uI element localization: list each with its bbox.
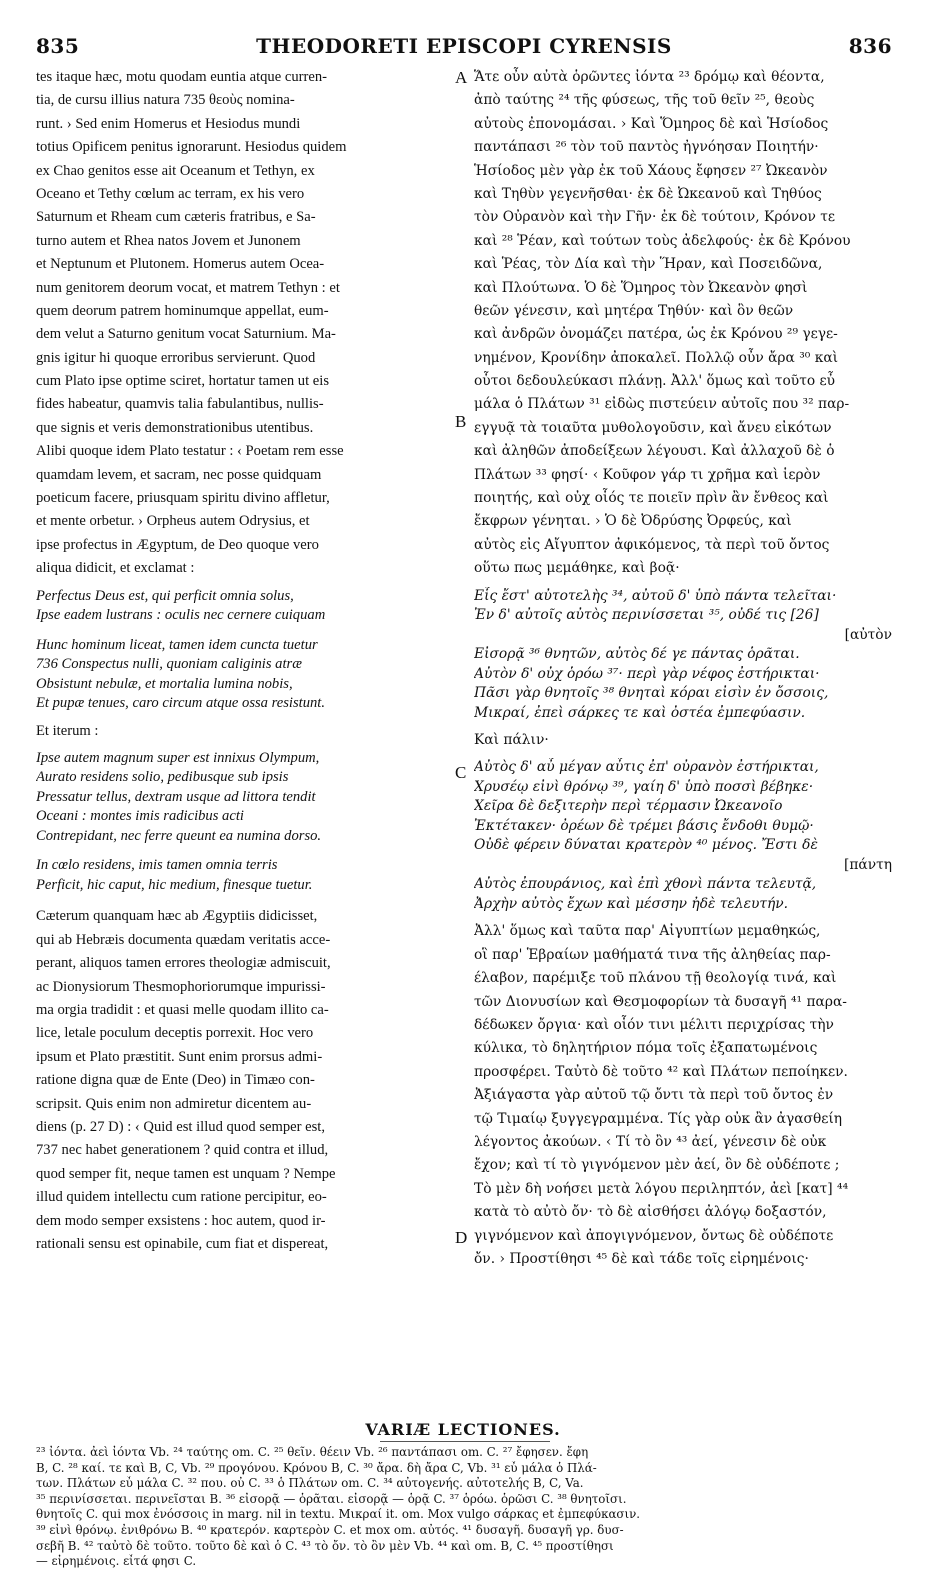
latin-verse-4 xyxy=(36,856,450,895)
latin-line: dem modo semper exsistens : hoc autem, quod ir- xyxy=(36,1212,326,1229)
verse-line: Contrepidant, nec ferre queunt ea numina dorso. xyxy=(36,827,322,844)
greek-line: καὶ Πλούτωνα. Ὁ δὲ Ὅμηρος τὸν Ὠκεανὸν φησὶ xyxy=(474,279,808,296)
variant-line: ³⁵ περινίσσεται. περινεῖσται B. ³⁶ εἰσορᾷ — ὁρᾶται. εἰσορᾷ — ὁρᾷ C. ³⁷ ὁρόω. ὁρῶσι C. ³⁸ θνητοῖσι. xyxy=(36,1491,627,1506)
latin-line: rationali sensu est opinabile, cum fiat et dispereat, xyxy=(36,1235,329,1252)
greek-palin: Καὶ πάλιν· xyxy=(474,732,549,749)
latin-iterum: Et iterum : xyxy=(36,722,99,739)
greek-line: Πλάτων ³³ φησί· ‹ Κοῦφον γάρ τι χρῆμα καὶ ἱερὸν xyxy=(474,466,821,483)
greek-line: οὕτω πως μεμάθηκε, καὶ βοᾷ· xyxy=(474,560,680,577)
verse-line: Ipse eadem lustrans : oculis nec cernere cuiquam xyxy=(36,607,326,624)
latin-line: cum Plato ipse optime sciret, hortatur tamen ut eis xyxy=(36,373,330,390)
greek-line: Ἡσίοδος μὲν γὰρ ἐκ τοῦ Χάους ἔφησεν ²⁷ Ὠκεανὸν xyxy=(474,162,828,179)
greek-line: καὶ Ῥέας, τὸν Δία καὶ τὴν Ἥραν, καὶ Ποσειδῶνα, xyxy=(474,256,823,273)
greek-line: οὗτοι δεδουλεύκασι πλάνῃ. Ἀλλ' ὅμως καὶ τοῦτο εὖ xyxy=(474,373,836,390)
latin-line: ma orgia tradidit : et quasi melle quodam illito ca- xyxy=(36,1002,329,1019)
latin-line: quem deorum patrem hominumque appellat, eum- xyxy=(36,302,329,319)
greek-line: δέδωκεν ὄργια· καὶ οἷόν τινι μέλιτι περιχρίσας τὴν xyxy=(474,1017,834,1034)
greek-line: αὐτὸς εἰς Αἴγυπτον ἀφικόμενος, τὰ περὶ τοῦ ὄντος xyxy=(474,536,830,553)
greek-line: γιγνόμενον καὶ ἀπογιγνόμενον, ὄντως δὲ οὐδέποτε xyxy=(474,1227,834,1244)
variant-line: ²³ ἰόντα. ἀεὶ ἰόντα Vb. ²⁴ ταύτης om. C. ²⁵ θεῖν. θέειν Vb. ²⁶ παντάπασι om. C. ²⁷ ἔφησεν. ἔφη xyxy=(36,1445,589,1459)
latin-line: runt. › Sed enim Homerus et Hesiodus mundi xyxy=(36,115,301,132)
greek-line: παντάπασι ²⁶ τὸν τοῦ παντὸς ἠγνόησαν Ποιητήν· xyxy=(474,139,819,156)
greek-verse-3 xyxy=(474,758,892,914)
verse-line: Μικραί, ἐπεὶ σάρκες τε καὶ ὀστέα ἐμπεφύασιν. xyxy=(474,704,806,721)
variant-line: θνητοῖς C. qui mox ἐνόσσοις in marg. nil in textu. Μικραί it. om. Mox vulgo σάρκας et ἐμπεφύκασιν. xyxy=(36,1507,641,1522)
running-title: THEODORETI EPISCOPI CYRENSIS xyxy=(256,34,672,58)
greek-line: κύλικα, τὸ δηλητήριον πόμα τοῖς ἐξαπατωμένοις xyxy=(474,1040,818,1057)
variant-line: — εἰρημένοις. εἶτά φησι C. xyxy=(36,1554,197,1569)
verse-line: Ἐκτέτακεν· ὀρέων δὲ τρέμει βάσις ἔνδοθι θυμῷ· xyxy=(474,817,814,834)
greek-line: καὶ ἀληθῶν ἀποδείξεων λέγουσι. Καὶ ἀλλαχοῦ δὲ ὁ xyxy=(474,443,835,460)
latin-verse-1 xyxy=(36,587,450,626)
latin-line: qui ab Hebræis documenta quædam veritatis acce- xyxy=(36,931,331,948)
variant-line: σεβῆ B. ⁴² ταὐτὸ δὲ τοῦτο. τοῦτο δὲ καὶ ὁ C. ⁴³ τὸ ὄν. τὸ ὂν μὲν Vb. ⁴⁴ καὶ om. B, C. ⁴⁵ προστίθησι xyxy=(36,1538,614,1553)
page-number-right: 836 xyxy=(848,34,892,58)
latin-line: lice, letale poculum deceptis porrexit. Hoc vero xyxy=(36,1025,314,1042)
latin-line: ex Chao genitos esse ait Oceanum et Tethyn, ex xyxy=(36,162,315,179)
greek-line: μάλα ὁ Πλάτων ³¹ εἰδὼς πιστεύειν αὐτοῖς που ³² παρ- xyxy=(474,396,850,413)
latin-line: totius Opificem penitus ignorarunt. Hesiodus quidem xyxy=(36,139,347,156)
page-number-left: 835 xyxy=(36,34,80,58)
verse-line: Ipse autem magnum super est innixus Olympum, xyxy=(36,749,320,766)
greek-line: Ἀξιάγαστα γὰρ αὐτοῦ τῷ ὄντι τὰ περὶ τοῦ ὄντος ἐν xyxy=(474,1087,834,1104)
latin-line: quamdam levem, et sacram, nec posse quidquam xyxy=(36,466,322,483)
latin-line: ac Dionysiorum Thesmophoriorumque impurissi- xyxy=(36,978,326,995)
latin-line: Saturnum et Rheam cum cæteris fratribus, e Sa- xyxy=(36,209,316,226)
verse-line: Obsistunt nebulæ, et mortalia lumina nobis, xyxy=(36,675,293,692)
latin-line: tia, de cursu illius natura 735 θεοὺς nomina- xyxy=(36,92,295,109)
greek-line: τῷ Τιμαίῳ ξυγγεγραμμένα. Τίς γὰρ οὐκ ἂν ἀγασθείη xyxy=(474,1110,843,1127)
greek-column xyxy=(474,66,892,1271)
latin-line: 737 nec habet generationem ? quid contra et illud, xyxy=(36,1142,329,1159)
verse-line: Hunc hominum liceat, tamen idem cuncta tuetur xyxy=(36,636,318,653)
greek-paragraph-2 xyxy=(474,920,892,1271)
greek-verse-2 xyxy=(474,645,892,723)
latin-line: ipsum et Plato præstitit. Sunt enim prorsus admi- xyxy=(36,1048,323,1065)
latin-column xyxy=(36,66,450,1256)
latin-line: que signis et veris demonstrationibus utentibus. xyxy=(36,419,314,436)
latin-paragraph-2 xyxy=(36,905,450,1256)
greek-line: Ἀλλ' ὅμως καὶ ταῦτα παρ' Αἰγυπτίων μεμαθηκώς, xyxy=(474,923,821,940)
verse-line: [αὐτὸν xyxy=(844,626,892,643)
verse-line: Εἷς ἔστ' αὐτοτελὴς ³⁴, αὐτοῦ δ' ὑπὸ πάντα τελεῖται· xyxy=(474,587,837,604)
latin-line: et Neptunum et Plutonem. Homerus autem Ocea- xyxy=(36,256,325,273)
latin-paragraph-1 xyxy=(36,66,450,581)
verse-line: Αὐτὸν δ' οὐχ ὁρόω ³⁷· περὶ γὰρ νέφος ἐστήρικται· xyxy=(474,665,820,682)
latin-line: illud quidem intellectu cum ratione percipitur, eo- xyxy=(36,1189,327,1206)
verse-line: Οὐδὲ φέρειν δύναται κρατερὸν ⁴⁰ μένος. Ἔστι δὲ xyxy=(474,837,818,854)
greek-line: λέγοντος ἀκούων. ‹ Τί τὸ ὂν ⁴³ ἀεί, γένεσιν δὲ οὐκ xyxy=(474,1134,827,1150)
greek-line: οἳ παρ' Ἑβραίων μαθήματά τινα τῆς ἀληθείας παρ- xyxy=(474,946,831,963)
heading-rule xyxy=(380,1441,550,1442)
latin-line: fides habeatur, quamvis talia fabulantibus, nullis- xyxy=(36,396,324,413)
verse-line: Αὐτὸς δ' αὖ μέγαν αὖτις ἐπ' οὐρανὸν ἐστήρικται, xyxy=(474,759,819,776)
page-header xyxy=(36,34,892,58)
latin-line: poeticum facere, priusquam spiritu divino affletur, xyxy=(36,490,330,507)
greek-verse-1 xyxy=(474,587,892,646)
latin-line: num genitorem deorum vocat, et matrem Tethyn : et xyxy=(36,279,340,296)
latin-line: perant, aliquos tamen errores theologiæ admiscuit, xyxy=(36,955,331,972)
greek-line: ἔκφρων γένηται. › Ὁ δὲ Ὀδρύσης Ὀρφεύς, καὶ xyxy=(474,513,792,530)
greek-line: τῶν Διονυσίων καὶ Θεσμοφορίων τὰ δυσαγῆ ⁴¹ παρα- xyxy=(474,993,847,1010)
greek-line: έλαβον, παρέμιξε τοῦ πλάνου τῇ θεολογίᾳ τινά, καὶ xyxy=(474,970,837,987)
verse-line: [πάντη xyxy=(843,856,892,873)
greek-line: Τὸ μὲν δὴ νοήσει μετὰ λόγου περιληπτόν, ἀεὶ [κατ] ⁴⁴ xyxy=(474,1180,849,1197)
greek-line: προσφέρει. Ταὐτὸ δὲ τοῦτο ⁴² καὶ Πλάτων πεποίηκεν. xyxy=(474,1063,848,1080)
latin-line: Oceano et Tethy cœlum ac terram, ex his vero xyxy=(36,185,305,202)
latin-line: dem velut a Saturno genitum vocat Saturnium. Ma- xyxy=(36,326,336,343)
greek-line: κατὰ τὸ αὐτὸ ὄν· τὸ δὲ αἰσθήσει ἀλόγῳ δοξαστόν, xyxy=(474,1204,827,1221)
latin-line: turno autem et Rhea natos Jovem et Junonem xyxy=(36,232,301,249)
latin-line: scripsit. Quis enim non admiretur dicentem au- xyxy=(36,1095,312,1112)
latin-line: quod semper fit, neque tamen est unquam ? Nempe xyxy=(36,1165,336,1182)
greek-line: ἀπὸ ταύτης ²⁴ τῆς φύσεως, τῆς τοῦ θεῖν ²⁵, θεοὺς xyxy=(474,92,815,109)
verse-line: Oceani : montes imis radicibus acti xyxy=(36,808,244,825)
greek-paragraph-1 xyxy=(474,66,892,581)
latin-line: ipse profectus in Ægyptum, de Deo quoque vero xyxy=(36,536,319,553)
verse-line: In cœlo residens, imis tamen omnia terris xyxy=(36,857,278,874)
verse-line: Πᾶσι γὰρ θνητοῖς ³⁸ θνηταὶ κόραι εἰσὶν ἐν ὄσσοις, xyxy=(474,685,829,702)
variant-line: ³⁹ εἰνὶ θρόνῳ. ἐνιθρόνω B. ⁴⁰ κρατερόν. καρτερὸν C. et mox om. αὐτός. ⁴¹ δυσαγῆ. δυσαγῆ γρ. δυσ- xyxy=(36,1522,624,1537)
greek-line: θεῶν γένεσιν, καὶ μητέρα Τηθύν· καὶ ὃν θεῶν xyxy=(474,302,794,319)
verse-line: Aurato residens solio, pedibusque sub ipsis xyxy=(36,769,289,786)
column-letter-c: C xyxy=(455,763,467,782)
variae-lectiones xyxy=(36,1445,892,1570)
greek-line: ποιητής, καὶ οὐχ οἷός τε ποιεῖν πρὶν ἂν ἔνθεος καὶ xyxy=(474,490,829,507)
verse-line: Αὐτὸς ἐπουράνιος, καὶ ἐπὶ χθονὶ πάντα τελευτᾷ, xyxy=(474,876,817,893)
spacer xyxy=(36,846,450,856)
verse-line: Χεῖρα δὲ δεξιτερὴν περὶ τέρμασιν Ὠκεανοῖο xyxy=(474,798,783,815)
greek-line: ἔχον; καὶ τί τὸ γιγνόμενον μὲν ἀεί, ὂν δὲ οὐδέποτε ; xyxy=(474,1157,840,1174)
spacer xyxy=(36,626,450,636)
variant-line: B, C. ²⁸ καί. τε καὶ B, C, Vb. ²⁹ προγόνου. Κρόνου B, C. ³⁰ ἄρα. δὴ ἄρα C, Vb. ³¹ εὖ μάλα ὁ Πλά- xyxy=(36,1460,597,1475)
verse-line: Pressatur tellus, dextram usque ad littora tendit xyxy=(36,788,316,805)
verse-line: 736 Conspectus nulli, quoniam caliginis atræ xyxy=(36,656,302,673)
latin-line: Alibi quoque idem Plato testatur : ‹ Poetam rem esse xyxy=(36,443,344,460)
column-letter-d: D xyxy=(455,1228,468,1247)
greek-line: Ἅτε οὖν αὐτὰ ὁρῶντες ἰόντα ²³ δρόμῳ καὶ θέοντα, xyxy=(474,69,825,85)
greek-line: καὶ Τηθὺν γεγενῆσθαι· ἐκ δὲ Ὠκεανοῦ καὶ Τηθύος xyxy=(474,185,822,202)
greek-line: νημένον, Κρονίδην ἀποκαλεῖ. Πολλῷ οὖν ἄρα ³⁰ καὶ xyxy=(474,349,839,366)
greek-line: τὸν Οὐρανὸν καὶ τὴν Γῆν· ἐκ δὲ τούτοιν, Κρόνον τε xyxy=(474,209,836,226)
verse-line: Εἰσορᾷ ³⁶ θνητῶν, αὐτὸς δέ γε πάντας ὁρᾶται. xyxy=(474,646,800,663)
latin-line: Cæterum quanquam hæc ab Ægyptiis didicisset, xyxy=(36,908,318,925)
latin-line: et mente orbetur. › Orpheus autem Odrysius, et xyxy=(36,513,310,530)
greek-line: εγγυᾷ τὰ τοιαῦτα μυθολογοῦσιν, καὶ ἄνευ εἰκότων xyxy=(474,419,832,436)
verse-line: Ἀρχὴν αὐτὸς ἔχων καὶ μέσσην ἠδὲ τελευτήν. xyxy=(474,895,789,912)
column-letter-a: A xyxy=(455,68,468,87)
latin-line: aliqua didicit, et exclamat : xyxy=(36,560,195,577)
variae-lectiones-heading: VARIÆ LECTIONES. xyxy=(365,1420,561,1439)
greek-line: αὐτοὺς ἐπονομάσαι. › Καὶ Ὅμηρος δὲ καὶ Ἡσίοδος xyxy=(474,115,829,132)
verse-line: Et pupæ tenues, caro circum atque ossa resistunt. xyxy=(36,695,326,712)
column-letter-b: B xyxy=(455,412,467,431)
latin-line: ratione digna quæ de Ente (Deo) in Timæo con- xyxy=(36,1072,315,1089)
latin-line: gnis igitur hi quoque erroribus servierunt. Quod xyxy=(36,349,316,366)
verse-line: Ἐν δ' αὐτοῖς αὐτὸς περινίσσεται ³⁵, οὐδέ τις [26] xyxy=(474,607,819,624)
verse-line: Perficit, hic caput, hic medium, finesque tuetur. xyxy=(36,876,313,893)
latin-verse-2 xyxy=(36,636,450,714)
latin-line: diens (p. 27 D) : ‹ Quid est illud quod semper est, xyxy=(36,1119,325,1135)
variant-line: των. Πλάτων εὖ μάλα C. ³² που. οὐ C. ³³ ὁ Πλάτων om. C. ³⁴ αὐτογενής. αὐτοτελής B, C, Va. xyxy=(36,1476,584,1491)
verse-line: Perfectus Deus est, qui perficit omnia solus, xyxy=(36,587,294,604)
spacer xyxy=(36,895,450,905)
greek-line: καὶ ²⁸ Ῥέαν, καὶ τούτων τοὺς ἀδελφούς· ἐκ δὲ Κρόνου xyxy=(474,232,851,249)
latin-line: tes itaque hæc, motu quodam euntia atque curren- xyxy=(36,69,327,85)
greek-line: καὶ ἀνδρῶν ὀνομάζει πατέρα, ὡς ἐκ Κρόνου ²⁹ γεγε- xyxy=(474,326,838,343)
latin-verse-3 xyxy=(36,749,450,847)
greek-line: ὄν. › Προστίθησι ⁴⁵ δὲ καὶ τάδε τοῖς εἰρημένοις· xyxy=(474,1250,809,1267)
verse-line: Χρυσέῳ εἰνὶ θρόνῳ ³⁹, γαίη δ' ὑπὸ ποσσὶ βέβηκε· xyxy=(474,778,814,795)
